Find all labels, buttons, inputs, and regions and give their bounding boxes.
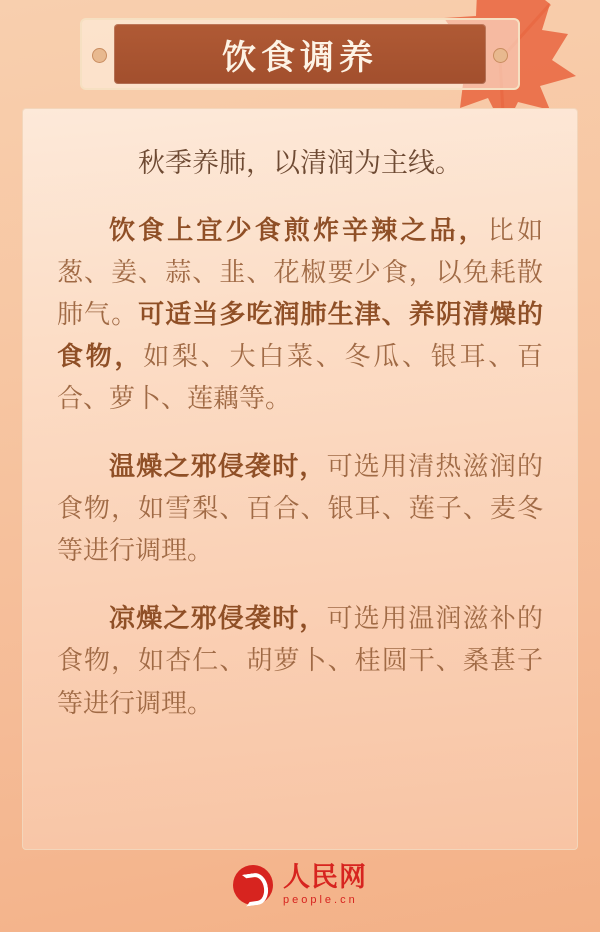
footer-logo [0,864,600,906]
logo-text [283,864,367,906]
emphasis-text: 可适当多吃润肺生津、养阴清燥的食物， [57,299,543,371]
banner-knob-right-icon [493,48,508,63]
body-text: 可选用温润滋补的食物，如杏仁、胡萝卜、桂圆干、桑葚子等进行调理。 [57,604,543,718]
emphasis-text: 饮食上宜少食煎炸辛辣之品， [109,215,488,245]
emphasis-text: 温燥之邪侵袭时， [109,452,327,482]
header-banner [80,18,520,90]
logo-name-cn: 人民网 [283,862,367,892]
body-text: 如梨、大白菜、冬瓜、银耳、百合、萝卜、莲藕等。 [57,341,543,413]
content-card [22,108,578,850]
page-title: 饮食调养 [222,39,378,77]
header-plate [114,24,486,84]
lead-paragraph: 秋季养肺，以清润为主线。 [138,148,462,178]
emphasis-text: 凉燥之邪侵袭时， [109,604,327,634]
body-paragraph [57,210,543,421]
body-paragraph [57,598,543,724]
logo-name-en: people.cn [283,894,358,906]
banner-knob-left-icon [92,48,107,63]
body-paragraph [57,446,543,572]
body-text: 比如葱、姜、蒜、韭、花椒要少食，以免耗散肺气。 [57,215,543,329]
body-text: 可选用清热滋润的食物，如雪梨、百合、银耳、莲子、麦冬等进行调理。 [57,452,543,566]
body-paragraphs [57,210,543,725]
people-cn-logo-icon [233,865,273,905]
